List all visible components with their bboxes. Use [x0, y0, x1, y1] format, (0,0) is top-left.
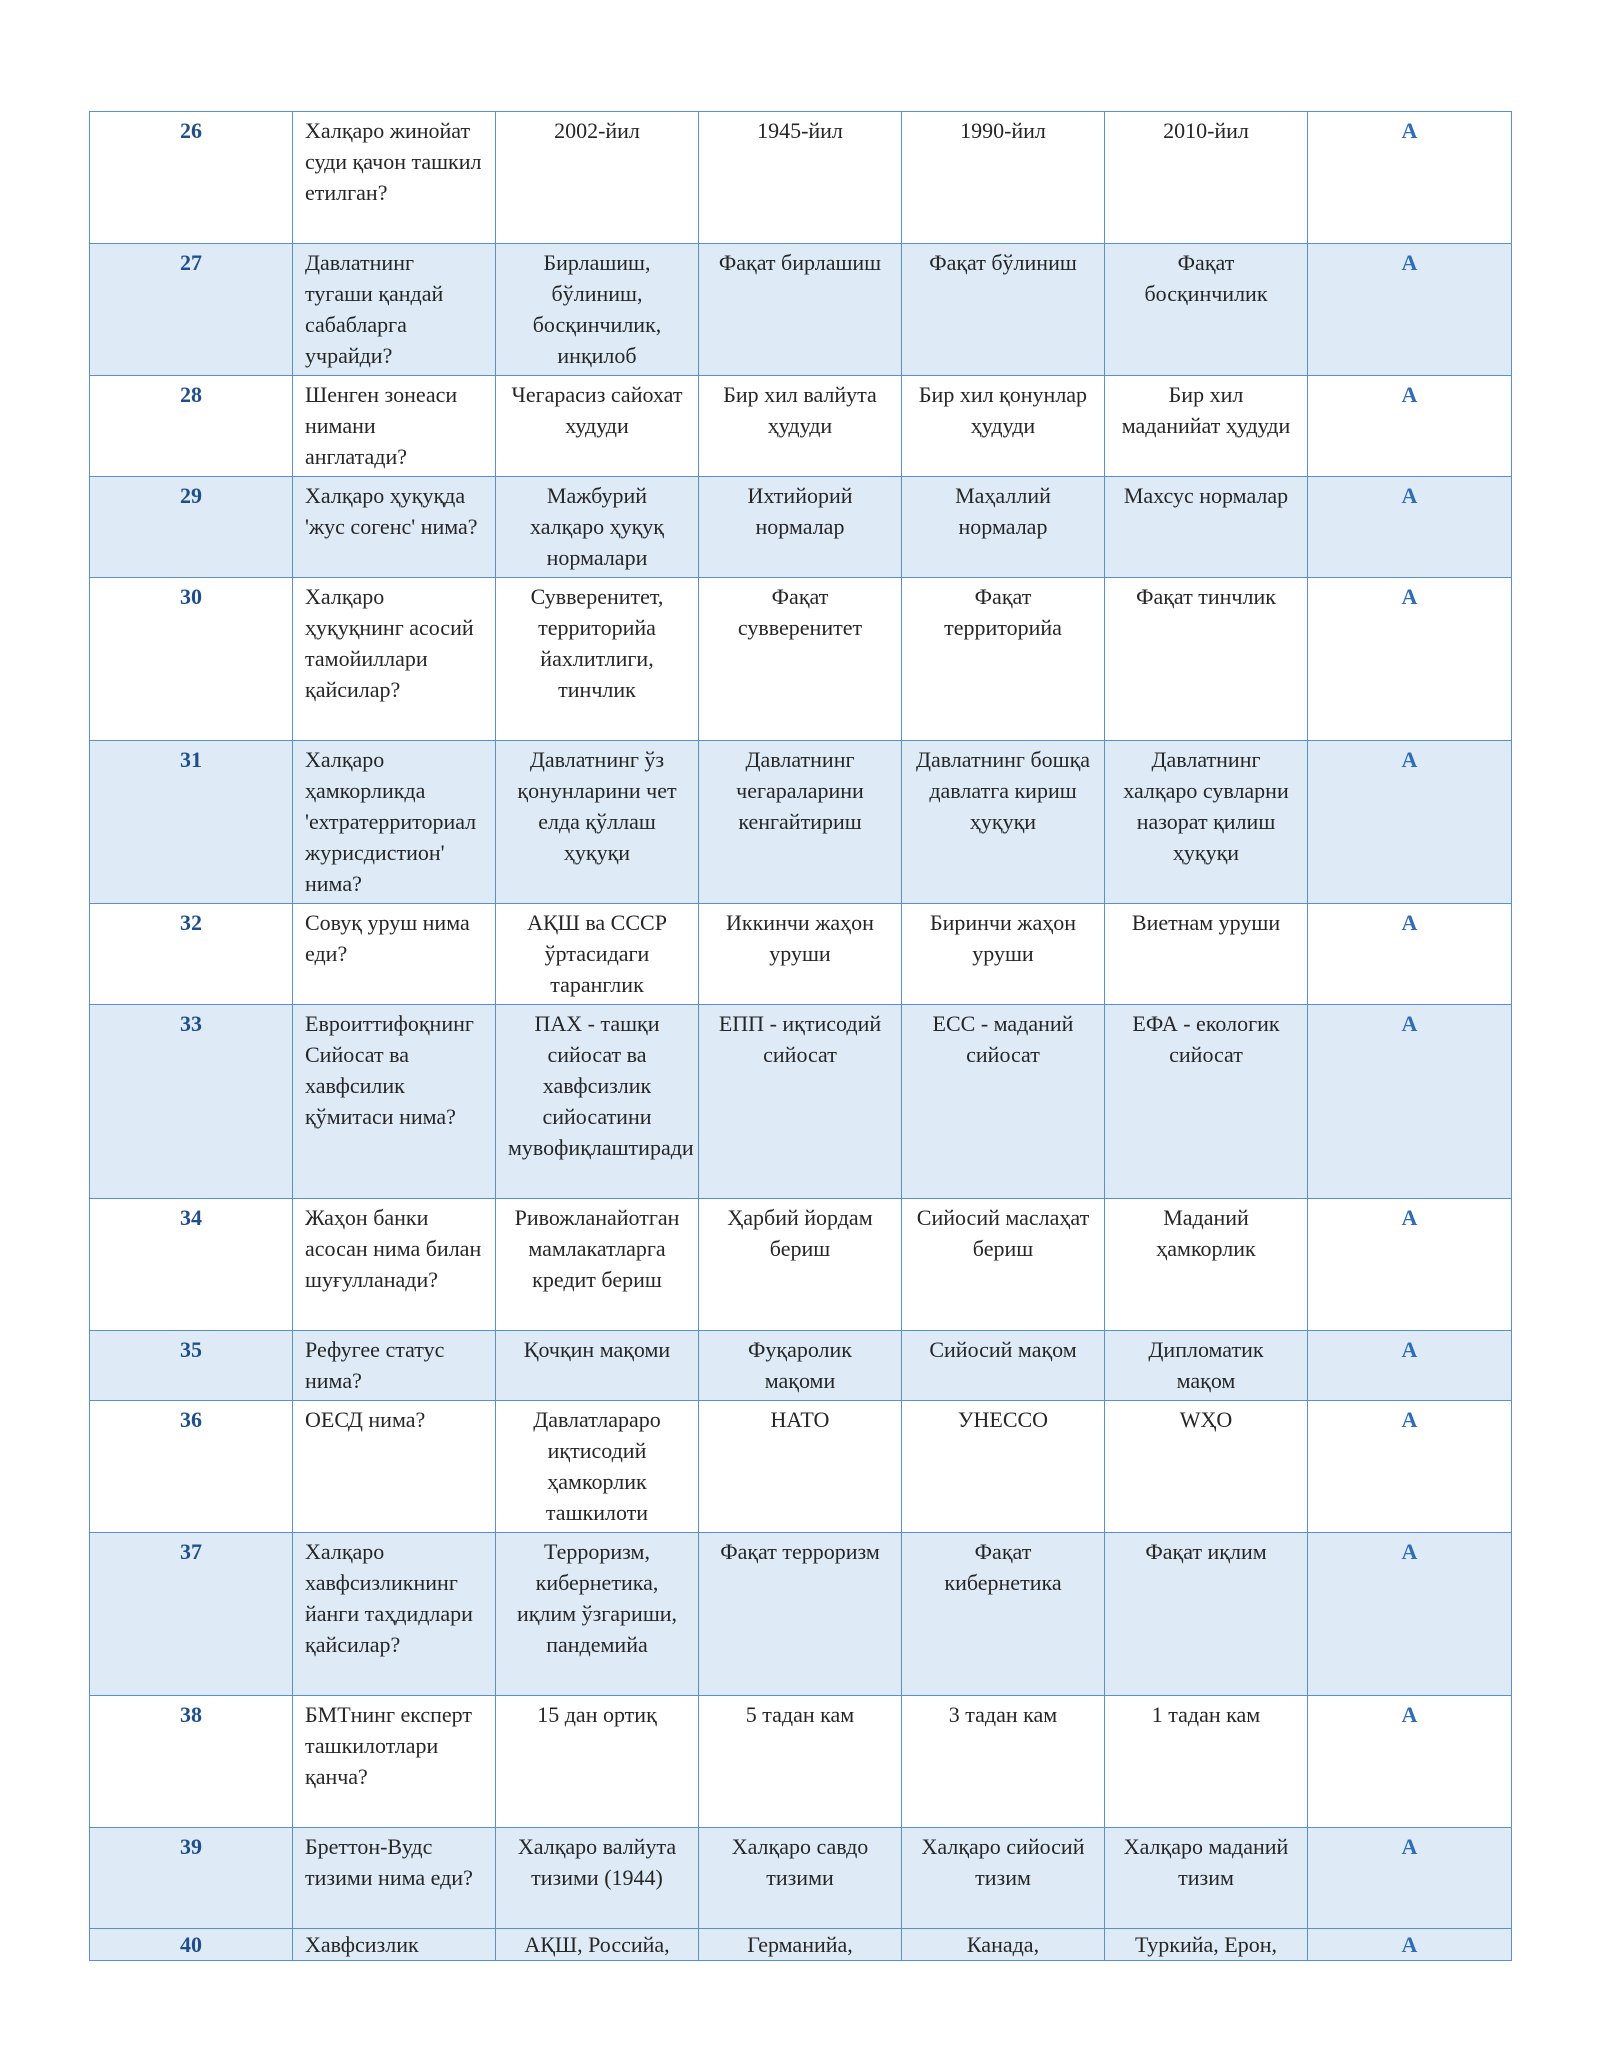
- correct-answer: A: [1308, 112, 1512, 244]
- correct-answer: A: [1308, 1331, 1512, 1401]
- option-d: WҲО: [1105, 1401, 1308, 1533]
- question-text: Жаҳон банки асосан нима билан шуғулланади?: [293, 1199, 496, 1331]
- question-text: Рефугее статус нима?: [293, 1331, 496, 1401]
- option-c: Давлатнинг бошқа давлатга кириш ҳуқуқи: [902, 741, 1105, 904]
- correct-answer: A: [1308, 1533, 1512, 1696]
- option-a: Халқаро валйута тизими (1944): [496, 1828, 699, 1929]
- option-a: ПАХ - ташқи сийосат ва хавфсизлик сийосатини мувофиқлаштиради: [496, 1005, 699, 1199]
- option-a: АҚШ ва СССР ўртасидаги таранглик: [496, 904, 699, 1005]
- correct-answer: A: [1308, 1929, 1512, 1961]
- table-row: [90, 1005, 1512, 1199]
- correct-answer: A: [1308, 578, 1512, 741]
- correct-answer: A: [1308, 1696, 1512, 1828]
- option-b: Фуқаролик мақоми: [699, 1331, 902, 1401]
- correct-answer: A: [1308, 1199, 1512, 1331]
- option-a: Суввеpенитет, территорийа йахлитлиги, тинчлик: [496, 578, 699, 741]
- option-a: Қочқин мақоми: [496, 1331, 699, 1401]
- table-row: [90, 1828, 1512, 1929]
- option-c: Сийосий мақом: [902, 1331, 1105, 1401]
- option-c: Сийосий маслаҳат бериш: [902, 1199, 1105, 1331]
- table-row: [90, 741, 1512, 904]
- option-b: Германийа,: [699, 1929, 902, 1961]
- option-b: НАТО: [699, 1401, 902, 1533]
- option-a: Чегарасиз сайохат худуди: [496, 376, 699, 477]
- correct-answer: A: [1308, 376, 1512, 477]
- option-c: Фақат бўлиниш: [902, 244, 1105, 376]
- option-b: Иккинчи жаҳон уруши: [699, 904, 902, 1005]
- table-row: [90, 1331, 1512, 1401]
- option-c: ЕСС - маданий сийосат: [902, 1005, 1105, 1199]
- table-row: [90, 904, 1512, 1005]
- option-d: Махсус нормалар: [1105, 477, 1308, 578]
- option-d: Халқаро маданий тизим: [1105, 1828, 1308, 1929]
- question-number: 38: [90, 1696, 293, 1828]
- table-row: [90, 578, 1512, 741]
- table-row: [90, 1401, 1512, 1533]
- option-d: ЕФА - екологик сийосат: [1105, 1005, 1308, 1199]
- question-text: Евроиттифоқнинг Сийосат ва хавфсилик қўмитаси нима?: [293, 1005, 496, 1199]
- option-d: Туркийа, Ерон,: [1105, 1929, 1308, 1961]
- correct-answer: A: [1308, 1401, 1512, 1533]
- question-number: 35: [90, 1331, 293, 1401]
- option-c: Биринчи жаҳон уруши: [902, 904, 1105, 1005]
- option-d: Фақат иқлим: [1105, 1533, 1308, 1696]
- option-a: Мажбурий халқаро ҳуқуқ нормалари: [496, 477, 699, 578]
- option-c: Канада,: [902, 1929, 1105, 1961]
- option-b: 5 тадан кам: [699, 1696, 902, 1828]
- option-c: УНЕССО: [902, 1401, 1105, 1533]
- question-text: Шенген зонеаси нимани англатади?: [293, 376, 496, 477]
- option-d: Фақат тинчлик: [1105, 578, 1308, 741]
- question-text: Халқаро ҳуқуқнинг асосий тамойиллари қайсилар?: [293, 578, 496, 741]
- question-text: Халқаро ҳуқуқда 'жус согенс' нима?: [293, 477, 496, 578]
- quiz-table-body: [90, 112, 1512, 1961]
- question-text: Халқаро хавфсизликнинг йанги таҳдидлари қайсилар?: [293, 1533, 496, 1696]
- option-a: Давлатлараро иқтисодий ҳамкорлик ташкилоти: [496, 1401, 699, 1533]
- option-b: Бир хил валйута ҳудуди: [699, 376, 902, 477]
- option-d: 2010-йил: [1105, 112, 1308, 244]
- table-row: [90, 477, 1512, 578]
- option-a: 15 дан ортиқ: [496, 1696, 699, 1828]
- question-number: 27: [90, 244, 293, 376]
- option-b: Фақат суввеpенитет: [699, 578, 902, 741]
- option-c: Бир хил қонунлар ҳудуди: [902, 376, 1105, 477]
- question-number: 31: [90, 741, 293, 904]
- option-d: Давлатнинг халқаро сувларни назорат қилиш ҳуқуқи: [1105, 741, 1308, 904]
- table-row: [90, 1199, 1512, 1331]
- option-b: Ҳарбий йордам бериш: [699, 1199, 902, 1331]
- table-row: [90, 1533, 1512, 1696]
- question-text: БМТнинг експерт ташкилотлари қанча?: [293, 1696, 496, 1828]
- option-a: Ривожланайотган мамлакатларга кредит бериш: [496, 1199, 699, 1331]
- option-a: 2002-йил: [496, 112, 699, 244]
- option-a: Бирлашиш, бўлиниш, босқинчилик, инқилоб: [496, 244, 699, 376]
- option-c: Фақат кибернетика: [902, 1533, 1105, 1696]
- option-a: Давлатнинг ўз қонунларини чет елда қўллаш ҳуқуқи: [496, 741, 699, 904]
- option-c: 3 тадан кам: [902, 1696, 1105, 1828]
- quiz-table: [89, 111, 1512, 1961]
- question-number: 39: [90, 1828, 293, 1929]
- question-number: 32: [90, 904, 293, 1005]
- question-number: 37: [90, 1533, 293, 1696]
- table-row: [90, 1696, 1512, 1828]
- correct-answer: A: [1308, 741, 1512, 904]
- correct-answer: A: [1308, 1828, 1512, 1929]
- option-d: Фақат босқинчилик: [1105, 244, 1308, 376]
- question-text: Халқаро ҳамкорликда 'ехтратерриториал журисдистион' нима?: [293, 741, 496, 904]
- table-row: [90, 244, 1512, 376]
- question-text: ОЕСД нима?: [293, 1401, 496, 1533]
- option-b: Ихтийорий нормалар: [699, 477, 902, 578]
- question-number: 36: [90, 1401, 293, 1533]
- correct-answer: A: [1308, 904, 1512, 1005]
- option-d: 1 тадан кам: [1105, 1696, 1308, 1828]
- option-c: 1990-йил: [902, 112, 1105, 244]
- option-b: ЕПП - иқтисодий сийосат: [699, 1005, 902, 1199]
- question-text: Давлатнинг тугаши қандай сабабларга учрайди?: [293, 244, 496, 376]
- option-d: Дипломатик мақом: [1105, 1331, 1308, 1401]
- option-b: Давлатнинг чегараларини кенгайтириш: [699, 741, 902, 904]
- table-row: [90, 376, 1512, 477]
- question-number: 40: [90, 1929, 293, 1961]
- correct-answer: A: [1308, 244, 1512, 376]
- question-number: 34: [90, 1199, 293, 1331]
- option-d: Маданий ҳамкорлик: [1105, 1199, 1308, 1331]
- option-d: Бир хил маданийат ҳудуди: [1105, 376, 1308, 477]
- option-b: Фақат терроризм: [699, 1533, 902, 1696]
- question-text: Совуқ уруш нима еди?: [293, 904, 496, 1005]
- option-c: Маҳаллий нормалар: [902, 477, 1105, 578]
- option-b: Фақат бирлашиш: [699, 244, 902, 376]
- table-row: [90, 1929, 1512, 1961]
- option-a: АҚШ, Российа,: [496, 1929, 699, 1961]
- question-text: Бреттон-Вудс тизими нима еди?: [293, 1828, 496, 1929]
- option-c: Халқаро сийосий тизим: [902, 1828, 1105, 1929]
- question-text: Хавфсизлик: [293, 1929, 496, 1961]
- question-number: 30: [90, 578, 293, 741]
- question-number: 33: [90, 1005, 293, 1199]
- question-text: Халқаро жинойат суди қачон ташкил етилган?: [293, 112, 496, 244]
- correct-answer: A: [1308, 477, 1512, 578]
- correct-answer: A: [1308, 1005, 1512, 1199]
- option-b: Халқаро савдо тизими: [699, 1828, 902, 1929]
- question-number: 28: [90, 376, 293, 477]
- question-number: 29: [90, 477, 293, 578]
- option-a: Терроризм, кибернетика, иқлим ўзгариши, пандемийа: [496, 1533, 699, 1696]
- option-c: Фақат территорийа: [902, 578, 1105, 741]
- table-row: [90, 112, 1512, 244]
- option-d: Виетнам уруши: [1105, 904, 1308, 1005]
- option-b: 1945-йил: [699, 112, 902, 244]
- question-number: 26: [90, 112, 293, 244]
